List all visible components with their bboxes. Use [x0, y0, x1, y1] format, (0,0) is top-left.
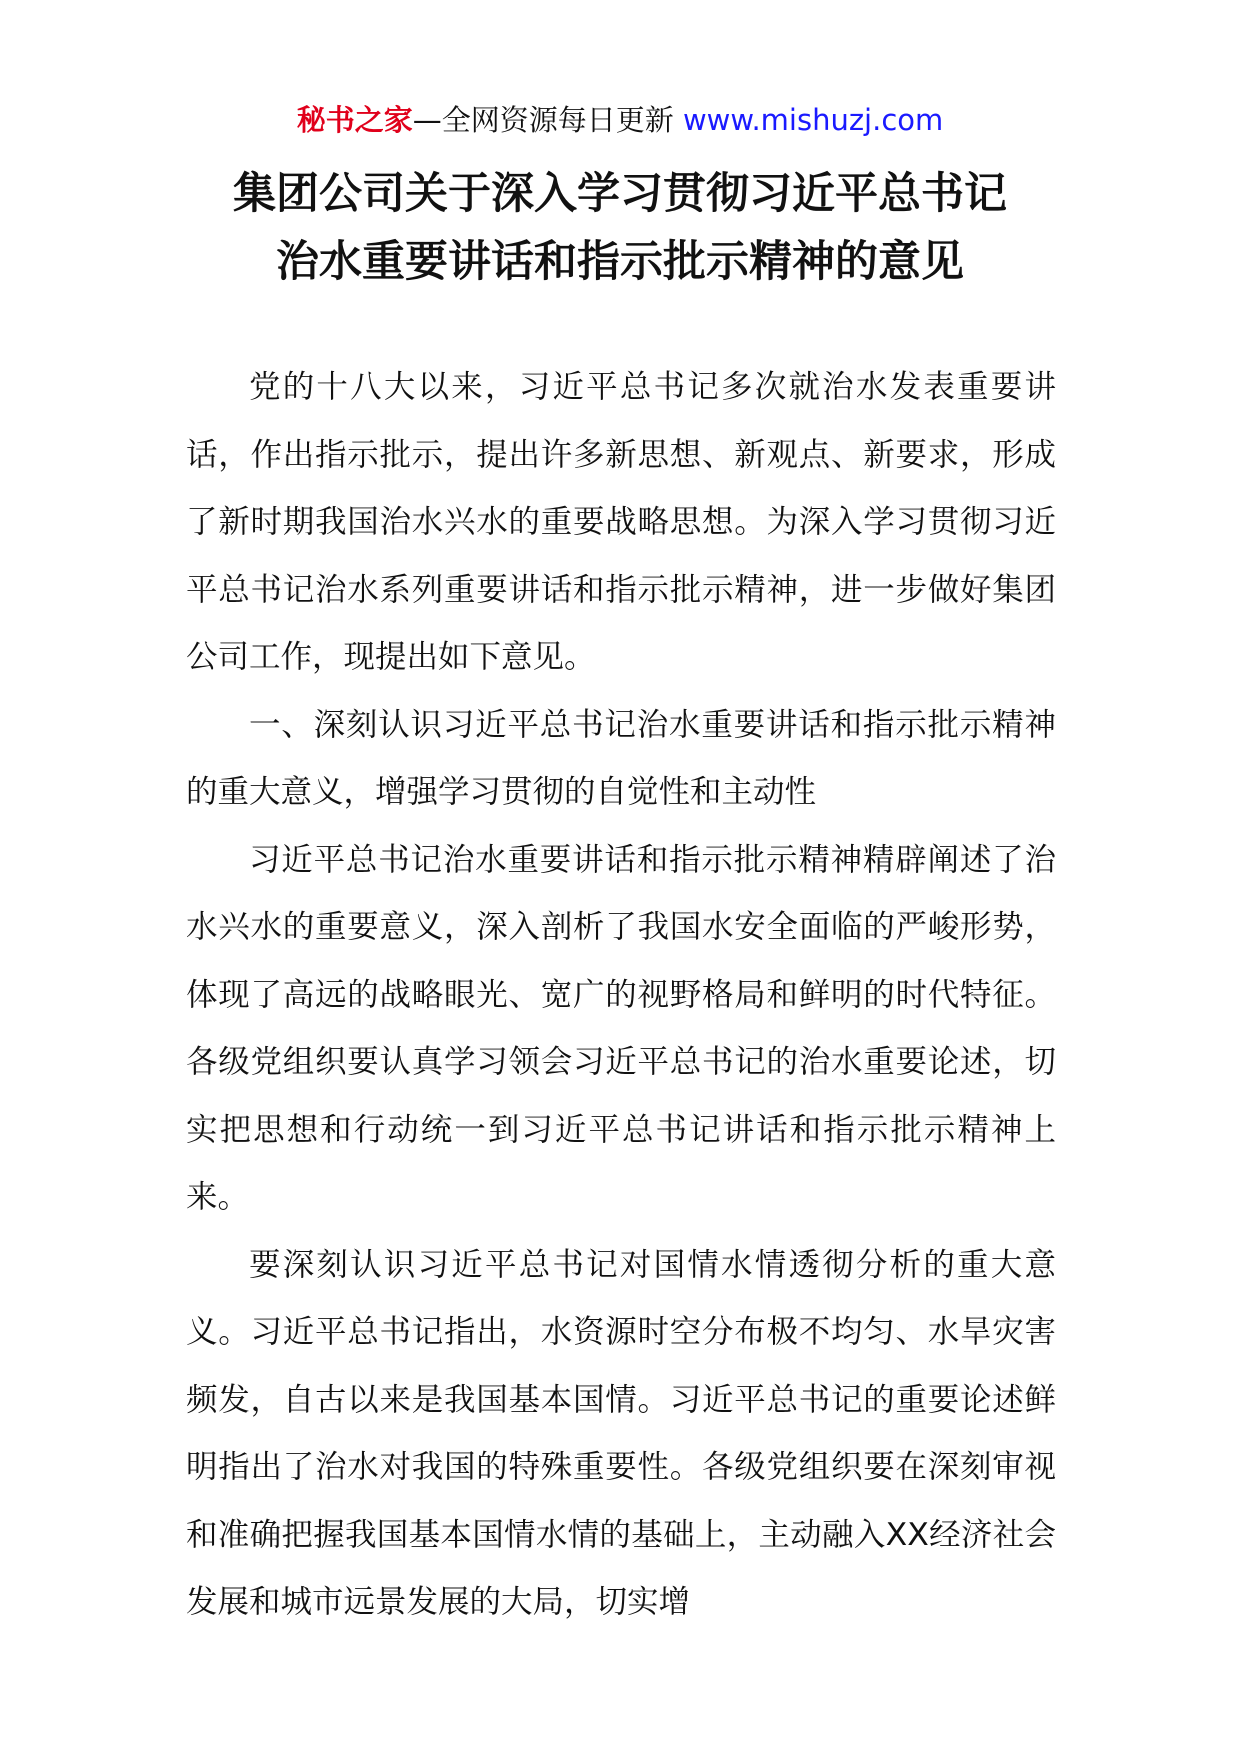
section-heading-1: 一、深刻认识习近平总书记治水重要讲话和指示批示精神的重大意义，增强学习贯彻的自觉性和主动性 — [186, 706, 1056, 810]
title-line-1: 集团公司关于深入学习贯彻习近平总书记 — [233, 169, 1007, 219]
site-url-link[interactable]: www.mishuzj.com — [682, 103, 944, 137]
document-title — [0, 160, 1240, 296]
brand-name: 秘书之家 — [296, 103, 413, 137]
header-tagline: —全网资源每日更新 — [412, 103, 683, 137]
paragraph-significance: 习近平总书记治水重要讲话和指示批示精神精辟阐述了治水兴水的重要意义，深入剖析了我国水安全面临的严峻形势，体现了高远的战略眼光、宽广的视野格局和鲜明的时代特征。各级党组织要认真学习领会习近平总书记的治水重要论述，切实把思想和行动统一到习近平总书记讲话和指示批示精神上来。 — [186, 841, 1056, 1215]
paragraph-national-conditions: 要深刻认识习近平总书记对国情水情透彻分析的重大意义。习近平总书记指出，水资源时空分布极不均匀、水旱灾害频发，自古以来是我国基本国情。习近平总书记的重要论述鲜明指出了治水对我国的特殊重要性。各级党组织要在深刻审视和准确把握我国基本国情水情的基础上，主动融入XX经济社会发展和城市远景发展的大局，切实增 — [186, 1246, 1056, 1620]
paragraph-intro: 党的十八大以来，习近平总书记多次就治水发表重要讲话，作出指示批示，提出许多新思想、新观点、新要求，形成了新时期我国治水兴水的重要战略思想。为深入学习贯彻习近平总书记治水系列重要讲话和指示批示精神，进一步做好集团公司工作，现提出如下意见。 — [186, 369, 1056, 675]
site-header — [0, 100, 1240, 140]
title-line-2: 治水重要讲话和指示批示精神的意见 — [276, 237, 964, 287]
document-body — [186, 354, 1056, 1637]
